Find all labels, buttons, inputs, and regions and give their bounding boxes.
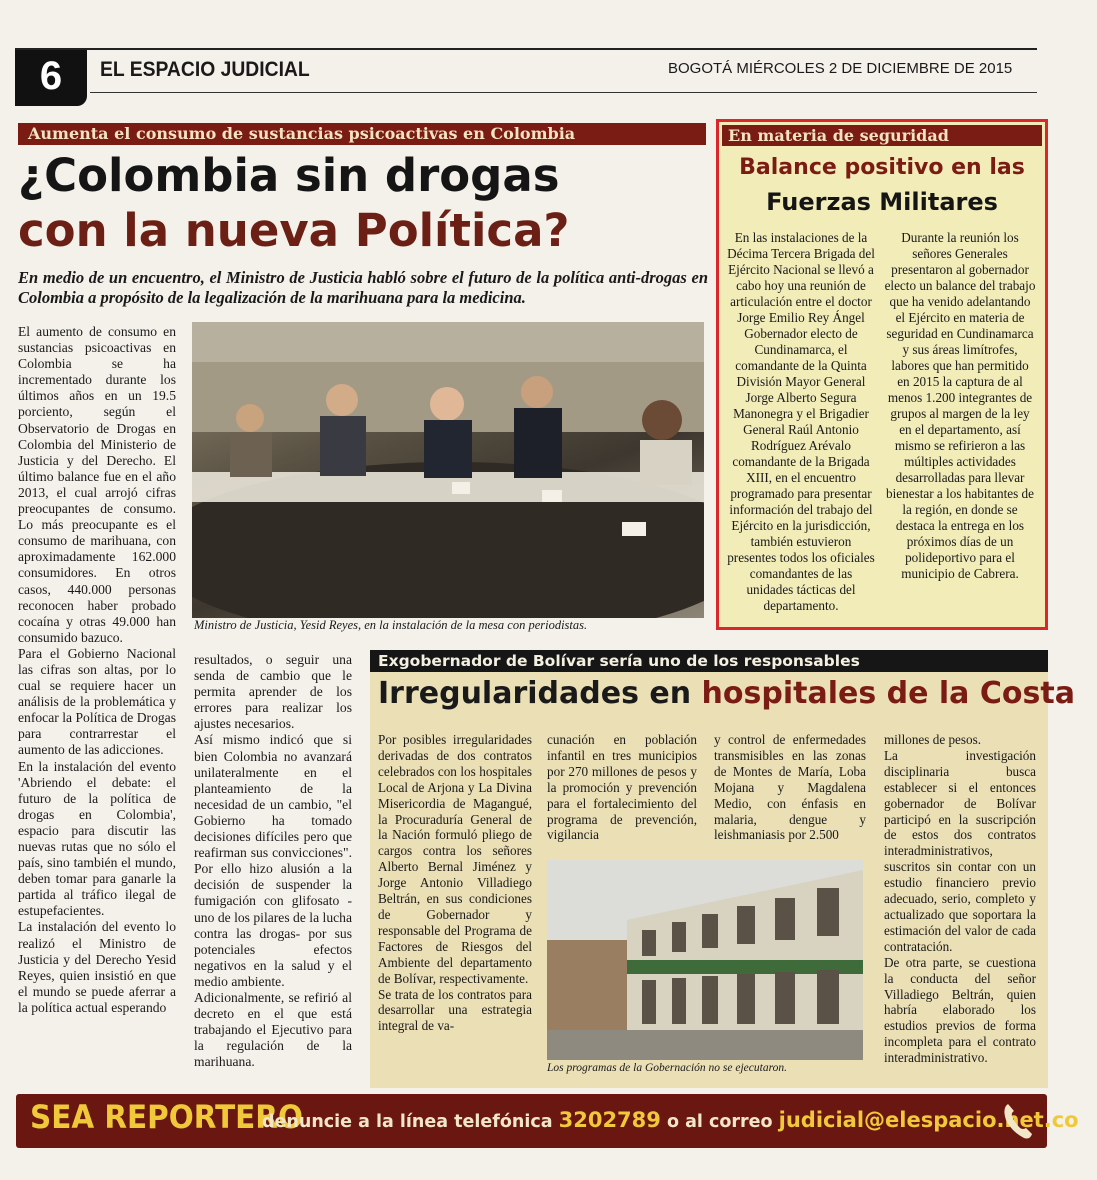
paragraph: La instalación del evento lo realizó el Ministro de Justicia y del Derecho Yesid Reyes, quien insistió en que el mundo se puede aferrar a la política actual esperando bbox=[18, 919, 176, 1015]
hospital-title bbox=[378, 676, 1075, 711]
paragraph: De otra parte, se cuestiona la conducta del señor Villadiego Beltrán, quien habría elaborado los estudios previos de forma incompleta para el contrato interadministrativo. bbox=[884, 954, 1036, 1066]
page-number: 6 bbox=[15, 50, 87, 106]
building-illustration bbox=[547, 860, 863, 1060]
header-rule bbox=[15, 48, 1037, 50]
section-name: EL ESPACIO JUDICIAL bbox=[100, 58, 310, 81]
paragraph: En la instalación del evento 'Abriendo el debate: el futuro de la política de drogas en Colombia', espacio para discutir las nuevas rutas que no sólo el país, sino también el mundo, deben tomar para ganarle la partida al tráfico ilegal de estupefacientes. bbox=[18, 758, 176, 919]
hospital-title-plain: Irregularidades en bbox=[378, 676, 702, 711]
security-column-1: En las instalaciones de la Décima Tercera Brigada del Ejército Nacional se llevó a cabo hoy una reunión de articulación entre el doctor Jorge Emilio Rey Ángel Gobernador electo de Cundinamarca, el comandante de la Quinta División Mayor General Jorge Alberto Segura Manonegra y el Brigadier General Raúl Antonio Rodríguez Arévalo comandante de la Brigada XIII, en el encuentro programado para presentar información del trabajo del Ejército en la jurisdicción, también estuvieron presentes todos los oficiales comandantes de las unidades tácticas del departamento. bbox=[727, 230, 875, 613]
main-title-line1: ¿Colombia sin drogas bbox=[18, 149, 560, 202]
footer-text-email-intro: o al correo bbox=[660, 1112, 779, 1132]
government-building-photo bbox=[547, 860, 863, 1060]
footer-contact-line bbox=[262, 1108, 1079, 1132]
hospital-kicker: Exgobernador de Bolívar sería uno de los responsables bbox=[370, 650, 1048, 672]
paragraph: millones de pesos. bbox=[884, 732, 982, 747]
meeting-photo-illustration bbox=[192, 322, 704, 618]
meeting-photo bbox=[192, 322, 704, 618]
main-lead: En medio de un encuentro, el Ministro de Justicia habló sobre el futuro de la política anti-drogas en Colombia a propósito de la legalización de la marihuana para la medicina. bbox=[18, 268, 708, 307]
paragraph: Adicionalmente, se refirió al decreto en el que está trabajando el Ejecutivo para la regulación de la marihuana. bbox=[194, 989, 352, 1070]
hospital-title-highlight: hospitales de la Costa bbox=[701, 676, 1075, 711]
security-kicker: En materia de seguridad bbox=[722, 125, 1042, 146]
paragraph: Para el Gobierno Nacional las cifras son altas, por lo cual se requiere hacer un análisis de la problemática y enfocar la Política de Drogas para contrarrestar el aumento de las adicciones. bbox=[18, 645, 176, 758]
main-title-line2: con la nueva Política? bbox=[18, 204, 570, 257]
paragraph: Se trata de los contratos para desarrollar una estrategia integral de va- bbox=[378, 986, 532, 1034]
paragraph: El aumento de consumo en sustancias psicoactivas en Colombia se ha incrementado durante los últimos años en un 19.5 porciento, según el Observatorio de Drogas en Colombia del Ministerio de Justicia y del Derecho. El último balance fue en el año 2013, el cual arrojó cifras preocupantes de consumo. Lo más preocupante es el consumo de marihuana, con aproximadamente 162.000 consumidores. En otros casos, 440.000 personas reconocen haber probado cocaína y otras 49.000 han consumido bazuco. bbox=[18, 324, 176, 645]
phone-icon bbox=[998, 1098, 1038, 1142]
hospital-column-1 bbox=[378, 732, 532, 1034]
building-photo-caption: Los programas de la Gobernación no se ejecutaron. bbox=[547, 1062, 787, 1074]
paragraph: Así mismo indicó que si bien Colombia no avanzará unilateralmente en el planteamiento de la necesidad de un cambio, "el Gobierno ha tomado decisiones difíciles pero que reafirman sus convicciones". Por ello hizo alusión a la decisión de suspender la fumigación con glifosato -uno de los pilares de la lucha contra las drogas- por sus potenciales efectos negativos en la salud y el medio ambiente. bbox=[194, 732, 352, 989]
footer-text-phone-intro: denuncie a la línea telefónica bbox=[262, 1112, 559, 1132]
main-column-2 bbox=[194, 652, 352, 1070]
main-kicker: Aumenta el consumo de sustancias psicoactivas en Colombia bbox=[18, 123, 706, 145]
security-title-line1: Balance positivo en las bbox=[739, 155, 1025, 180]
main-column-1 bbox=[18, 324, 176, 1016]
footer-email: judicial@elespacio.net.co bbox=[778, 1108, 1079, 1132]
security-column-2: Durante la reunión los señores Generales presentaron al gobernador electo un balance del trabajo que ha venido adelantando el Ejército en materia de seguridad en Cundinamarca y sus áreas limítrofes, labores que han permitido en 2015 la captura de al menos 1.200 integrantes de grupos al margen de la ley en el departamento, así mismo se refirieron a las múltiples actividades desarrolladas para llevar bienestar a los habitantes de la región, en donde se destaca la entrega en los próximos días de un polideportivo para el municipio de Cabrera. bbox=[884, 230, 1036, 581]
hospital-column-4 bbox=[884, 732, 1036, 1066]
paragraph: Por posibles irregularidades derivadas de dos contratos celebrados con los hospitales Local de Arjona y La Divina Misericordia de Magangué, la Procuraduría General de la Nación formuló pliego de cargos contra los señores Alberto Bernal Jiménez y Jorge Antonio Villadiego Beltrán, en sus condiciones de Gobernador y responsable del Programa de Factores de Riesgos del Ambiente del departamento de Bolívar, respectivamente. bbox=[378, 732, 532, 986]
paragraph: La investigación disciplinaria busca establecer si el entonces gobernador de Bolívar participó en la suscripción de estos dos contratos interadministrativos, suscritos sin contar con un estudio financiero previo adecuado, serio, completo y actualizado que soportara la estimación del valor de cada contratación. bbox=[884, 747, 1036, 954]
paragraph: resultados, o seguir una senda de cambio que le permita aprender de los errores para realizar los ajustes necesarios. bbox=[194, 652, 352, 732]
header-rule-bottom bbox=[90, 92, 1037, 93]
meeting-photo-caption: Ministro de Justicia, Yesid Reyes, en la instalación de la mesa con periodistas. bbox=[194, 618, 588, 632]
security-title-line2: Fuerzas Militares bbox=[766, 188, 998, 216]
footer-slogan: SEA REPORTERO bbox=[30, 1098, 303, 1136]
footer-phone-number: 3202789 bbox=[558, 1108, 661, 1132]
hospital-column-3: y control de enfermedades transmisibles en las zonas de Montes de María, Loba Mojana y Magdalena Medio, con énfasis en malaria, dengue y leishmaniasis por 2.500 bbox=[714, 732, 866, 843]
hospital-column-2: cunación en población infantil en tres municipios por 270 millones de pesos y la promoción y prevención para el fortalecimiento del programa de prevención, vigilancia bbox=[547, 732, 697, 843]
date-line: BOGOTÁ MIÉRCOLES 2 DE DICIEMBRE DE 2015 bbox=[668, 60, 1013, 77]
